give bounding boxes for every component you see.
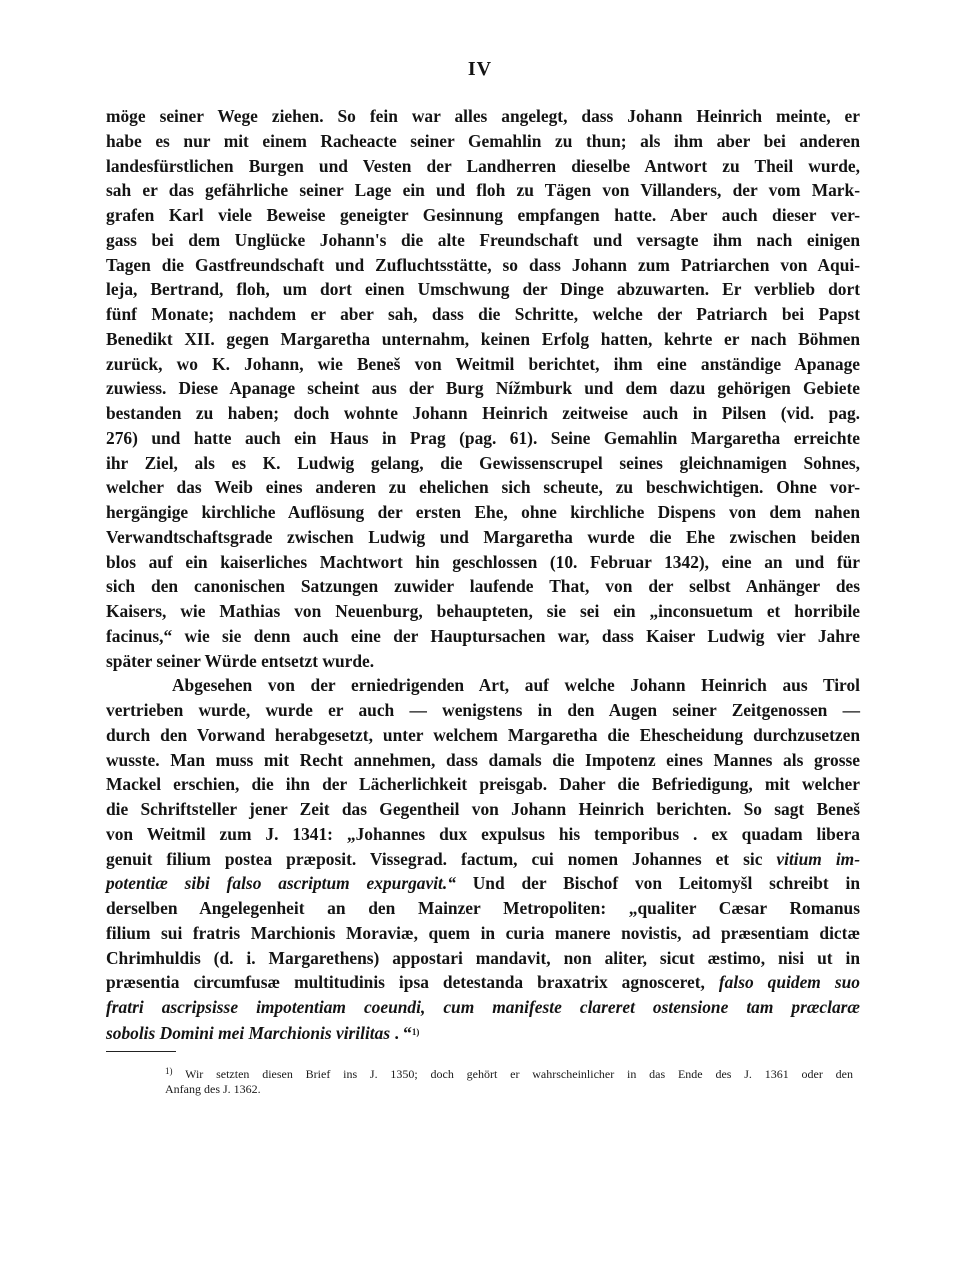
text-line: Verwandtschaftsgrade zwischen Ludwig und Margaretha wurde die Ehe zwischen beiden xyxy=(106,526,860,547)
text-segment: . “ xyxy=(394,1022,412,1043)
italic-segment: potentiæ sibi falso ascriptum expurgavit.“ xyxy=(106,873,456,894)
text-line xyxy=(106,970,860,995)
text-line: grafen Karl viele Beweise geneigter Gesinnung empfangen hatte. Aber auch dieser ver- xyxy=(106,205,860,225)
text-line xyxy=(106,995,860,1020)
italic-segment: falso quidem suo xyxy=(718,972,860,993)
text-line: derselben Angelegenheit an den Mainzer Metropoliten: „qualiter Cæsar Romanus xyxy=(106,898,860,918)
footnote-line: Anfang des J. 1362. xyxy=(165,1082,261,1096)
text-segment: Und der Bischof von Leitomyšl schreibt in xyxy=(472,873,860,894)
footnote-divider xyxy=(106,1051,176,1052)
text-line: Kaisers, wie Mathias von Neuenburg, behaupteten, sie sei ein „inconsuetum et horribile xyxy=(106,601,860,621)
text-line: möge seiner Wege ziehen. So fein war alles angelegt, dass Johann Heinrich meinte, er xyxy=(106,106,860,126)
text-line: später seiner Würde entsetzt wurde. xyxy=(106,650,375,671)
text-line: facinus,“ wie sie denn auch eine der Hauptursachen war, dass Kaiser Ludwig vier Jahre xyxy=(106,625,860,646)
footnote-reference: 1) xyxy=(411,1026,420,1037)
text-line: Benedikt XII. gegen Margaretha unternahm, keinen Erfolg hatten, kehrte er nach Böhmen xyxy=(106,328,860,349)
text-line xyxy=(106,847,860,872)
text-line: hergängige kirchliche Auflösung der ersten Ehe, ohne kirchliche Dispens von dem nahen xyxy=(106,502,860,522)
italic-segment: vitium im- xyxy=(776,848,860,869)
italic-segment: fratri ascripsisse impotentiam coeundi, cum manifeste clareret ostensione tam præclaræ xyxy=(106,997,860,1017)
text-line: von Weitmil zum J. 1341: „Johannes dux expulsus his temporibus . ex quadam libera xyxy=(106,823,860,844)
text-line: filium sui fratris Marchionis Moraviæ, quem in curia manere novistis, ad præsentiam dictæ xyxy=(106,922,860,943)
italic-segment: sobolis Domini mei Marchionis virilitas xyxy=(106,1022,391,1043)
text-line: sich den canonischen Satzungen zuwider laufende That, von der selbst Anhänger des xyxy=(106,576,860,597)
text-segment: præsentia circumfusæ multitudinis ipsa detestanda braxatrix agnosceret, xyxy=(106,972,705,993)
text-line: welcher das Weib eines anderen zu ehelichen sich scheute, zu beschwichtigen. Ohne vor- xyxy=(106,477,860,498)
text-line: vertrieben wurde, wurde er auch — wenigstens in den Augen seiner Zeitgenossen — xyxy=(106,700,860,720)
text-line: blos auf ein kaiserliches Machtwort hin geschlossen (10. Februar 1342), eine an und für xyxy=(106,551,860,572)
text-line: Chrimhuldis (d. i. Margarethens) appostari mandavit, non aliter, sicut æstimo, nisi ut in xyxy=(106,947,860,968)
footnote-marker: 1) xyxy=(165,1066,173,1076)
text-line: wusste. Man muss mit Recht annehmen, dass damals die Impotenz eines Mannes als grosse xyxy=(106,749,860,770)
text-line: Abgesehen von der erniedrigenden Art, auf welche Johann Heinrich aus Tirol xyxy=(172,675,860,696)
footnote-text: Wir setzten diesen Brief ins J. 1350; doch gehört er wahrscheinlicher in das Ende des J. 1361 oder den xyxy=(185,1067,853,1081)
text-line: Mackel erschien, die ihn der Lächerlichkeit preisgab. Daher die Befriedigung, mit welcher xyxy=(106,774,860,795)
text-line: leja, Bertrand, floh, um dort einen Umschwung der Dinge abzuwarten. Er verblieb dort xyxy=(106,279,860,300)
text-line: durch den Vorwand herabgesetzt, unter welchem Margaretha die Ehescheidung durchzusetzen xyxy=(106,724,860,745)
page-number: IV xyxy=(467,58,493,80)
text-line: sah er das gefährliche seiner Lage ein und floh zu Tägen von Villanders, der vom Mark- xyxy=(106,180,860,201)
text-line: ihr Ziel, als es K. Ludwig gelang, die Gewissenscrupel seines gleichnamigen Sohnes, xyxy=(106,452,860,473)
text-segment: genuit filium postea præposit. Vissegrad. factum, cui nomen Johannes et sic xyxy=(106,848,763,869)
text-line: habe es nur mit einem Racheacte seiner Gemahlin zu thun; als ihm aber bei anderen xyxy=(106,130,860,151)
footnote xyxy=(165,1062,853,1098)
text-line xyxy=(106,871,860,896)
text-line: gass bei dem Unglücke Johann's die alte Freundschaft und versagte ihm nach einigen xyxy=(106,229,860,250)
text-line: bestanden zu haben; doch wohnte Johann Heinrich zeitweise auch in Pilsen (vid. pag. xyxy=(106,403,860,423)
text-line: zuwiess. Diese Apanage scheint aus der Burg Nížmburk und dem dazu gehörigen Gebiete xyxy=(106,378,860,399)
footnote-line xyxy=(165,1062,853,1080)
body-text xyxy=(106,104,860,1045)
text-line: 276) und hatte auch ein Haus in Prag (pag. 61). Seine Gemahlin Margaretha erreichte xyxy=(106,427,860,448)
text-line: zurück, wo K. Johann, wie Beneš von Weitmil berichtet, ihm eine anständige Apanage xyxy=(106,353,860,374)
text-line: landesfürstlichen Burgen und Vesten der Landherren dieselbe Antwort zu Theil wurde, xyxy=(106,155,860,176)
text-line: fünf Monate; nachdem er aber sah, dass die Schritte, welche der Patriarch bei Papst xyxy=(106,304,860,324)
text-line: die Schriftsteller jener Zeit das Gegentheil von Johann Heinrich berichten. So sagt Beneš xyxy=(106,799,860,819)
text-line: Tagen die Gastfreundschaft und Zufluchtsstätte, so dass Johann zum Patriarchen von Aqui- xyxy=(106,254,860,275)
text-line xyxy=(106,1020,860,1045)
